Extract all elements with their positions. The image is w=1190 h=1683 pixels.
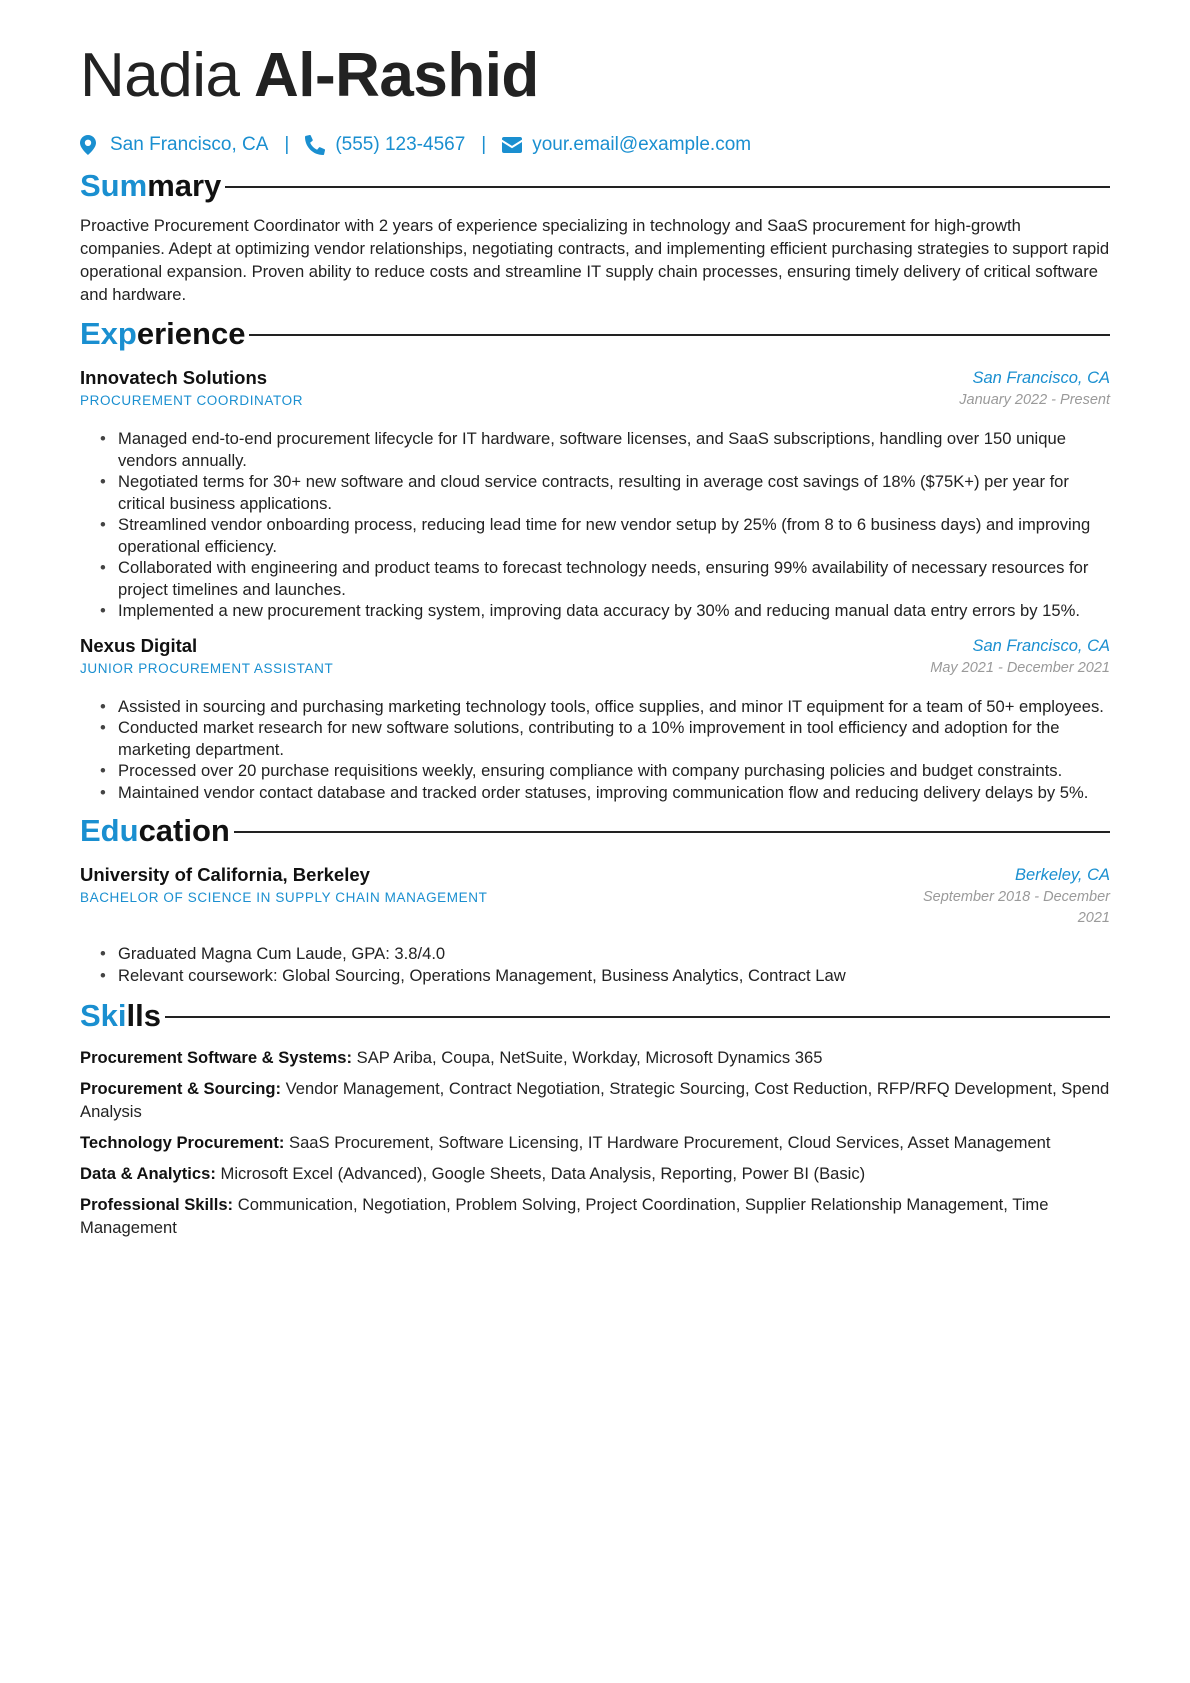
section-title: Education bbox=[80, 813, 230, 848]
skill-items: Vendor Management, Contract Negotiation, Strategic Sourcing, Cost Reduction, RFP/RFQ Development, Spend Analysis bbox=[80, 1079, 1110, 1121]
summary-text: Proactive Procurement Coordinator with 2 years of experience specializing in technology and SaaS procurement for high-growth companies. Adept at optimizing vendor relationships, negotiating contracts, and implementing efficient purchasing strategies to support rapid operational expansion. Proven ability to reduce costs and streamline IT supply chain processes, ensuring timely delivery of critical software and hardware. bbox=[80, 216, 1110, 304]
section-rule bbox=[165, 1016, 1110, 1018]
school-location: Berkeley, CA bbox=[1014, 866, 1110, 884]
skill-label: Data & Analytics: bbox=[80, 1164, 216, 1183]
skill-group bbox=[80, 1162, 1110, 1185]
email-text: your.email@example.com bbox=[532, 134, 752, 155]
section-header bbox=[80, 809, 1110, 853]
experience-section bbox=[80, 312, 1110, 803]
job-bullets bbox=[80, 696, 1110, 804]
section-header bbox=[80, 994, 1110, 1038]
list-item: • Implemented a new procurement tracking system, improving data accuracy by 30% and reducing manual data entry errors by 15%. bbox=[100, 600, 1110, 622]
map-pin-icon bbox=[80, 135, 100, 155]
contact-location bbox=[80, 134, 268, 156]
skill-label: Technology Procurement: bbox=[80, 1133, 285, 1152]
list-item: • Negotiated terms for 30+ new software and cloud service contracts, resulting in average cost savings of 18% ($75K+) per year for critical business applications. bbox=[100, 471, 1110, 514]
skill-items: SAP Ariba, Coupa, NetSuite, Workday, Microsoft Dynamics 365 bbox=[356, 1048, 823, 1067]
section-header bbox=[80, 312, 1110, 356]
contact-separator: | bbox=[284, 134, 290, 155]
skills-section bbox=[80, 994, 1110, 1239]
list-item: • Relevant coursework: Global Sourcing, Operations Management, Business Analytics, Contract Law bbox=[100, 965, 1110, 987]
job-dates: May 2021 - December 2021 bbox=[930, 659, 1110, 676]
list-item: • Assisted in sourcing and purchasing marketing technology tools, office supplies, and minor IT equipment for a team of 50+ employees. bbox=[100, 696, 1110, 718]
job-entry bbox=[80, 634, 1110, 804]
section-rule bbox=[225, 186, 1110, 188]
job-location: San Francisco, CA bbox=[972, 369, 1110, 387]
degree: BACHELOR OF SCIENCE IN SUPPLY CHAIN MANAGEMENT bbox=[80, 890, 488, 905]
skill-items: SaaS Procurement, Software Licensing, IT Hardware Procurement, Cloud Services, Asset Management bbox=[289, 1133, 1051, 1152]
contact-separator: | bbox=[481, 134, 487, 155]
skill-items: Communication, Negotiation, Problem Solving, Project Coordination, Supplier Relationship Management, Time Management bbox=[80, 1195, 1049, 1237]
section-title: Summary bbox=[80, 168, 222, 203]
first-name: Nadia bbox=[80, 41, 240, 110]
skill-label: Procurement & Sourcing: bbox=[80, 1079, 281, 1098]
phone-icon bbox=[305, 135, 325, 155]
list-item: • Conducted market research for new software solutions, contributing to a 10% improvement in tool efficiency and adoption for the marketing department. bbox=[100, 717, 1110, 760]
skill-items: Microsoft Excel (Advanced), Google Sheets, Data Analysis, Reporting, Power BI (Basic) bbox=[220, 1164, 866, 1183]
company-name: Nexus Digital bbox=[80, 634, 198, 656]
list-item: • Streamlined vendor onboarding process, reducing lead time for new vendor setup by 25% (from 8 to 6 business days) and improving operational efficiency. bbox=[100, 514, 1110, 557]
skill-group bbox=[80, 1131, 1110, 1154]
education-section bbox=[80, 809, 1110, 986]
section-title: Skills bbox=[80, 998, 161, 1033]
skill-label: Procurement Software & Systems: bbox=[80, 1048, 353, 1067]
envelope-icon bbox=[502, 135, 522, 155]
contact-bar bbox=[80, 134, 1110, 156]
job-dates: January 2022 - Present bbox=[959, 392, 1110, 408]
education-entry bbox=[80, 863, 1110, 986]
skill-group bbox=[80, 1077, 1110, 1123]
list-item: • Managed end-to-end procurement lifecycle for IT hardware, software licenses, and SaaS subscriptions, handling over 150 unique vendors annually. bbox=[100, 428, 1110, 471]
list-item: • Graduated Magna Cum Laude, GPA: 3.8/4.0 bbox=[100, 943, 1110, 965]
candidate-name bbox=[80, 40, 1110, 112]
section-title: Experience bbox=[80, 316, 246, 351]
summary-section bbox=[80, 164, 1110, 306]
phone-text: (555) 123-4567 bbox=[335, 134, 466, 155]
section-header bbox=[80, 164, 1110, 208]
job-bullets bbox=[80, 428, 1110, 622]
job-role: JUNIOR PROCUREMENT ASSISTANT bbox=[80, 660, 334, 676]
job-role: PROCUREMENT COORDINATOR bbox=[80, 393, 304, 408]
section-rule bbox=[249, 334, 1110, 336]
contact-email[interactable] bbox=[502, 134, 751, 156]
skill-group bbox=[80, 1193, 1110, 1239]
skill-group bbox=[80, 1046, 1110, 1069]
list-item: • Processed over 20 purchase requisitions weekly, ensuring compliance with company purchasing policies and budget constraints. bbox=[100, 760, 1110, 782]
job-location: San Francisco, CA bbox=[972, 636, 1110, 655]
job-entry bbox=[80, 366, 1110, 622]
education-bullets bbox=[80, 943, 1110, 986]
list-item: • Collaborated with engineering and product teams to forecast technology needs, ensuring 99% availability of necessary resources for project timelines and launches. bbox=[100, 557, 1110, 600]
location-text: San Francisco, CA bbox=[110, 134, 269, 155]
list-item: • Maintained vendor contact database and tracked order statuses, improving communication flow and reducing delivery delays by 5%. bbox=[100, 782, 1110, 804]
school-name: University of California, Berkeley bbox=[80, 864, 370, 885]
contact-phone[interactable] bbox=[305, 134, 465, 156]
last-name: Al-Rashid bbox=[253, 41, 539, 110]
section-rule bbox=[234, 831, 1110, 833]
education-dates: September 2018 - December 2021 bbox=[923, 889, 1110, 926]
skill-label: Professional Skills: bbox=[80, 1195, 234, 1214]
company-name: Innovatech Solutions bbox=[80, 367, 268, 388]
